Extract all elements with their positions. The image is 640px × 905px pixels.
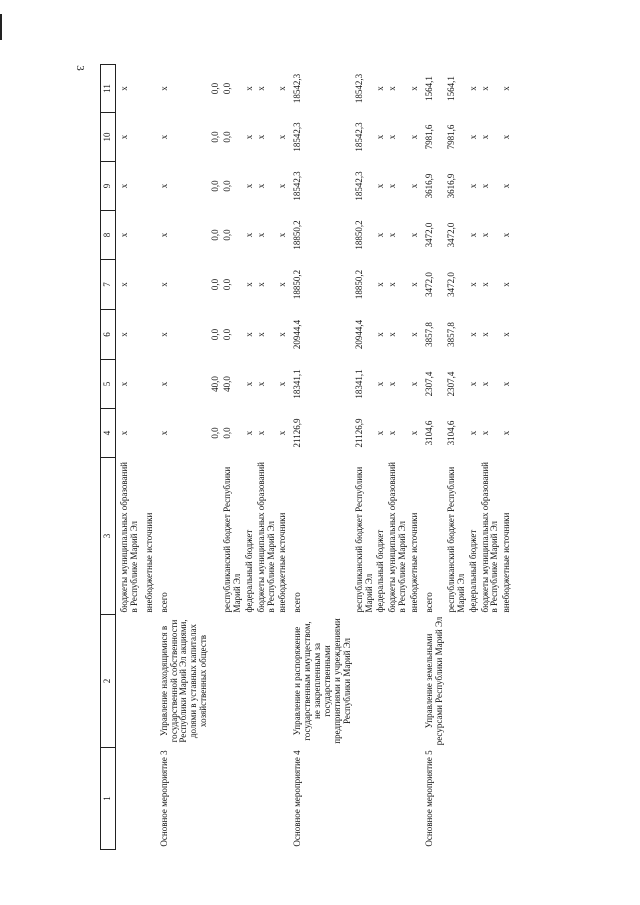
value-cell: х xyxy=(479,183,490,189)
table-row xyxy=(468,65,480,850)
value-cell: 18341,1 xyxy=(353,369,364,399)
value-cell: х xyxy=(277,332,288,337)
value-cell: х xyxy=(409,183,420,189)
description-cell: Управление земельными ресурсами Республики Марий Эл xyxy=(424,616,444,746)
table-row xyxy=(159,65,210,850)
column-header: 8 xyxy=(101,211,116,260)
value-cell: х xyxy=(409,232,420,238)
value-cell: х xyxy=(467,332,478,337)
description-cell xyxy=(256,615,278,748)
value-cell: 3104,6 xyxy=(424,420,435,446)
source-cell: федеральный бюджет xyxy=(375,529,386,613)
value-cell: 7981,6 xyxy=(424,124,435,150)
value-cell: 18341,1 xyxy=(292,369,303,399)
value-cell: х xyxy=(375,134,386,140)
activity-cell xyxy=(277,748,292,850)
activity-cell: Основное мероприятие 3 xyxy=(158,750,169,847)
value-cell: х xyxy=(158,430,169,436)
value-cell: х xyxy=(243,183,254,189)
value-cell: х xyxy=(409,430,420,436)
value-cell: 20944,4 xyxy=(353,319,364,350)
value-cell: х xyxy=(243,381,254,387)
value-cell: х xyxy=(479,86,490,91)
column-header: 3 xyxy=(101,458,116,615)
value-cell xyxy=(144,162,159,211)
value-cell: х xyxy=(119,430,129,436)
column-header: 2 xyxy=(101,615,116,748)
source-cell: республиканский бюджет Республики Марий Эл xyxy=(353,466,374,613)
value-cell: х xyxy=(375,430,386,436)
activity-cell xyxy=(256,748,278,850)
value-cell: х xyxy=(479,232,490,238)
source-cell: бюджеты муниципальных образований в Республике Марий Эл xyxy=(119,462,139,613)
value-cell: х xyxy=(387,183,398,189)
activity-cell xyxy=(468,748,480,850)
value-cell: х xyxy=(409,381,420,387)
value-cell: 3104,6 xyxy=(445,420,456,446)
value-cell: х xyxy=(243,232,254,238)
value-cell xyxy=(144,65,159,113)
value-cell: х xyxy=(119,381,129,387)
value-cell: х xyxy=(119,134,129,140)
activity-cell xyxy=(446,748,468,850)
source-cell: всего xyxy=(158,592,169,613)
value-cell: 0,0 xyxy=(210,180,221,192)
value-cell: 40,0 xyxy=(210,376,221,392)
value-cell: х xyxy=(501,381,512,387)
value-cell: 18542,3 xyxy=(353,122,364,152)
table-row xyxy=(446,65,468,850)
value-cell xyxy=(144,211,159,260)
column-header: 6 xyxy=(101,310,116,360)
description-cell xyxy=(375,615,387,748)
value-cell: 18542,3 xyxy=(353,73,364,104)
table-row xyxy=(244,65,256,850)
source-cell: бюджеты муниципальных образований в Республике Марий Эл xyxy=(387,462,408,613)
description-cell xyxy=(116,615,144,748)
value-cell: х xyxy=(409,332,420,337)
table-row xyxy=(480,65,502,850)
table-row xyxy=(387,65,409,850)
value-cell: х xyxy=(501,430,512,436)
value-cell: х xyxy=(255,282,266,287)
value-cell: х xyxy=(467,183,478,189)
table-row xyxy=(256,65,278,850)
activity-cell xyxy=(116,748,144,850)
value-cell: х xyxy=(255,86,266,91)
value-cell: 40,0 xyxy=(222,376,233,392)
description-cell xyxy=(480,615,502,748)
value-cell: 0,0 xyxy=(222,131,233,143)
value-cell: 0,0 xyxy=(222,328,233,341)
activity-cell xyxy=(375,748,387,850)
value-cell: х xyxy=(255,381,266,387)
description-cell xyxy=(222,615,244,748)
value-cell: х xyxy=(467,381,478,387)
description-cell: Управление находящимися в государственной собственности Республики Марий Эл акциями, долями в уставных капиталах хозяйственных обществ xyxy=(158,619,209,743)
value-cell: 3472,0 xyxy=(424,222,435,248)
value-cell: 3472,0 xyxy=(424,272,435,297)
value-cell: х xyxy=(243,282,254,287)
description-cell xyxy=(210,615,222,748)
value-cell: 0,0 xyxy=(222,427,233,439)
value-cell: х xyxy=(243,134,254,140)
value-cell: 18542,3 xyxy=(292,73,303,104)
value-cell: 3616,9 xyxy=(424,173,435,199)
value-cell: 18850,2 xyxy=(353,220,364,250)
value-cell: х xyxy=(119,183,129,189)
description-cell xyxy=(354,615,376,748)
value-cell: х xyxy=(387,381,398,387)
value-cell: х xyxy=(277,183,288,189)
value-cell: 18850,2 xyxy=(292,269,303,300)
value-cell: х xyxy=(387,282,398,287)
value-cell: х xyxy=(277,232,288,238)
table-row xyxy=(409,65,424,850)
value-cell: х xyxy=(255,183,266,189)
value-cell: 3857,8 xyxy=(424,322,435,347)
value-cell: х xyxy=(375,381,386,387)
value-cell: 3616,9 xyxy=(445,173,456,199)
value-cell: 0,0 xyxy=(222,278,233,291)
value-cell: х xyxy=(277,381,288,387)
value-cell: х xyxy=(277,282,288,287)
value-cell: х xyxy=(255,232,266,238)
value-cell: 1564,1 xyxy=(445,76,456,101)
table-row xyxy=(375,65,387,850)
value-cell: х xyxy=(375,183,386,189)
description-cell xyxy=(468,615,480,748)
value-cell: х xyxy=(501,282,512,287)
column-header: 11 xyxy=(101,65,116,113)
value-cell: х xyxy=(409,86,420,91)
value-cell: 7981,6 xyxy=(445,124,456,150)
value-cell: х xyxy=(158,381,169,387)
value-cell: 2307,4 xyxy=(445,371,456,397)
activity-cell xyxy=(222,748,244,850)
description-cell xyxy=(501,615,516,748)
activity-cell: Основное мероприятие 4 xyxy=(292,750,303,847)
source-cell: внебюджетные источники xyxy=(501,512,512,613)
column-header: 9 xyxy=(101,162,116,211)
activity-cell xyxy=(501,748,516,850)
value-cell: х xyxy=(467,282,478,287)
activity-cell xyxy=(210,748,222,850)
value-cell xyxy=(144,409,159,458)
activity-cell xyxy=(409,748,424,850)
column-header: 7 xyxy=(101,260,116,310)
description-cell xyxy=(277,615,292,748)
value-cell: х xyxy=(277,86,288,91)
value-cell: 3472,0 xyxy=(445,222,456,248)
source-cell: внебюджетные источники xyxy=(143,512,154,613)
activity-cell: Основное мероприятие 5 xyxy=(424,750,435,847)
value-cell xyxy=(144,310,159,360)
activity-cell xyxy=(480,748,502,850)
source-cell: всего xyxy=(424,592,435,613)
value-cell: х xyxy=(387,134,398,140)
value-cell: х xyxy=(467,86,478,91)
value-cell: х xyxy=(501,134,512,140)
value-cell: 3857,8 xyxy=(445,322,456,347)
value-cell: 18542,3 xyxy=(292,122,303,152)
value-cell: х xyxy=(255,332,266,337)
value-cell: х xyxy=(409,282,420,287)
source-cell: всего xyxy=(292,592,303,613)
value-cell: 0,0 xyxy=(222,82,233,95)
value-cell: 0,0 xyxy=(222,229,233,241)
value-cell: х xyxy=(119,232,129,238)
value-cell: х xyxy=(277,430,288,436)
activity-cell xyxy=(354,748,376,850)
value-cell: х xyxy=(255,134,266,140)
edge-mark xyxy=(0,14,2,40)
description-cell: Управление и распоряжение государственным имуществом, не закрепленным за государственными предприятиями и учреждениями Республики Марий Эл xyxy=(292,618,352,744)
value-cell: 20944,4 xyxy=(292,319,303,350)
value-cell: х xyxy=(158,332,169,337)
source-cell: внебюджетные источники xyxy=(409,512,420,613)
value-cell: 0,0 xyxy=(210,131,221,143)
value-cell: х xyxy=(409,134,420,140)
description-cell xyxy=(409,615,424,748)
value-cell: х xyxy=(479,282,490,287)
value-cell: х xyxy=(467,232,478,238)
value-cell xyxy=(144,360,159,409)
value-cell: х xyxy=(467,430,478,436)
value-cell: х xyxy=(119,332,129,337)
source-cell: внебюджетные источники xyxy=(277,512,288,613)
value-cell: х xyxy=(387,332,398,337)
value-cell: х xyxy=(158,86,169,91)
value-cell: х xyxy=(158,282,169,287)
table-body xyxy=(116,65,517,850)
activity-cell xyxy=(244,748,256,850)
table-row xyxy=(277,65,292,850)
source-cell: республиканский бюджет Республики Марий Эл xyxy=(222,466,242,613)
value-cell: х xyxy=(243,86,254,91)
description-cell xyxy=(387,615,409,748)
value-cell: 0,0 xyxy=(210,82,221,95)
source-cell: бюджеты муниципальных образований в Республике Марий Эл xyxy=(255,462,276,613)
value-cell: х xyxy=(479,381,490,387)
value-cell: х xyxy=(277,134,288,140)
value-cell: 0,0 xyxy=(210,328,221,341)
value-cell: х xyxy=(158,134,169,140)
value-cell xyxy=(144,260,159,310)
value-cell: 21126,9 xyxy=(292,418,303,448)
value-cell: 18850,2 xyxy=(292,220,303,250)
budget-table xyxy=(100,64,516,850)
table-row xyxy=(354,65,376,850)
source-cell: республиканский бюджет Республики Марий Эл xyxy=(445,466,466,613)
table-row xyxy=(144,65,159,850)
value-cell: 0,0 xyxy=(210,229,221,241)
value-cell: х xyxy=(375,282,386,287)
value-cell: 3472,0 xyxy=(445,272,456,297)
value-cell: х xyxy=(375,232,386,238)
description-cell xyxy=(144,615,159,748)
value-cell: 0,0 xyxy=(222,180,233,192)
value-cell: х xyxy=(479,134,490,140)
value-cell: 1564,1 xyxy=(424,76,435,101)
value-cell: х xyxy=(158,232,169,238)
header-row xyxy=(101,65,116,850)
value-cell: х xyxy=(387,86,398,91)
table-row xyxy=(116,65,144,850)
value-cell: х xyxy=(119,282,129,287)
source-cell: федеральный бюджет xyxy=(467,529,478,613)
column-header: 4 xyxy=(101,409,116,458)
value-cell: х xyxy=(387,232,398,238)
value-cell: х xyxy=(119,86,129,91)
value-cell: 18850,2 xyxy=(353,269,364,300)
table-row xyxy=(501,65,516,850)
description-cell xyxy=(244,615,256,748)
rotated-table-container xyxy=(100,65,610,850)
value-cell: 21126,9 xyxy=(353,418,364,448)
column-header: 5 xyxy=(101,360,116,409)
table-row xyxy=(424,65,446,850)
value-cell: 0,0 xyxy=(210,427,221,439)
value-cell: 2307,4 xyxy=(424,371,435,397)
value-cell: х xyxy=(479,430,490,436)
activity-cell xyxy=(144,748,159,850)
page-number: 3 xyxy=(73,65,86,71)
value-cell: х xyxy=(501,86,512,91)
value-cell: х xyxy=(375,86,386,91)
column-header: 1 xyxy=(101,748,116,850)
value-cell: х xyxy=(255,430,266,436)
table-row xyxy=(222,65,244,850)
source-cell: бюджеты муниципальных образований в Республике Марий Эл xyxy=(479,462,500,613)
value-cell: 18542,3 xyxy=(292,171,303,201)
value-cell: х xyxy=(501,183,512,189)
value-cell: 18542,3 xyxy=(353,171,364,201)
table-row xyxy=(292,65,353,850)
value-cell: х xyxy=(375,332,386,337)
value-cell: х xyxy=(479,332,490,337)
value-cell: 0,0 xyxy=(210,278,221,291)
value-cell: х xyxy=(467,134,478,140)
value-cell: х xyxy=(501,232,512,238)
activity-cell xyxy=(387,748,409,850)
value-cell: х xyxy=(501,332,512,337)
value-cell: х xyxy=(158,183,169,189)
value-cell xyxy=(144,113,159,162)
value-cell: х xyxy=(387,430,398,436)
source-cell xyxy=(210,458,222,615)
source-cell: федеральный бюджет xyxy=(243,529,254,613)
description-cell xyxy=(446,615,468,748)
column-header: 10 xyxy=(101,113,116,162)
table-row xyxy=(210,65,222,850)
value-cell: х xyxy=(243,430,254,436)
value-cell: х xyxy=(243,332,254,337)
